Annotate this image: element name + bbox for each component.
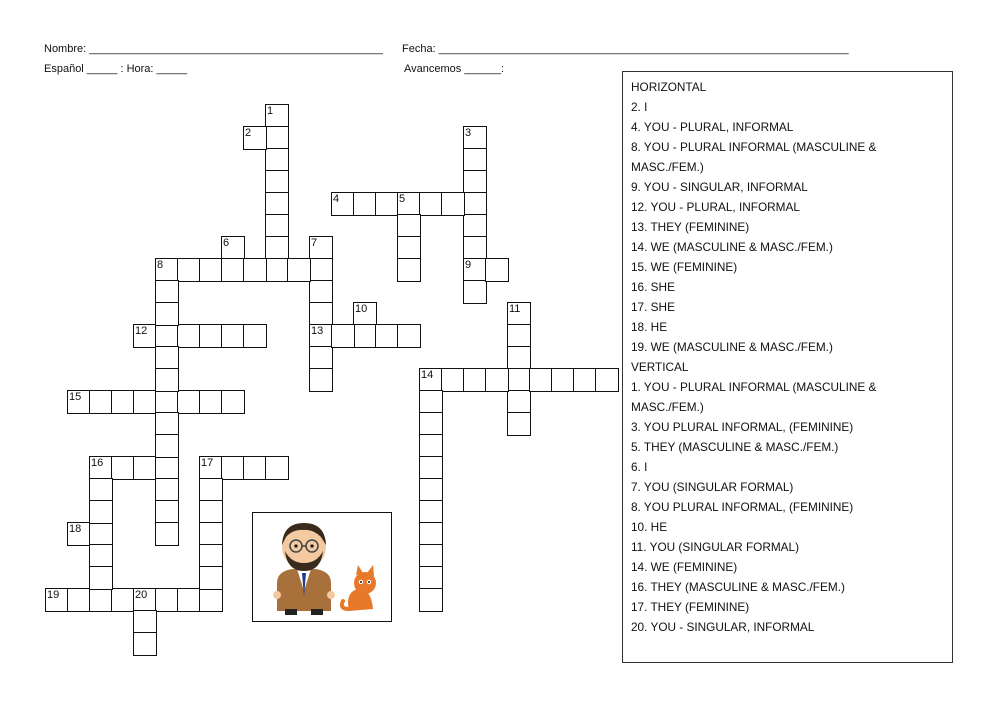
clue-line: 8. YOU PLURAL INFORMAL, (FEMININE): [631, 500, 854, 514]
crossword-cell[interactable]: [111, 390, 135, 414]
crossword-cell[interactable]: [221, 258, 245, 282]
clue-number: 2: [245, 127, 252, 139]
crossword-cell[interactable]: [111, 456, 135, 480]
crossword-cell[interactable]: [155, 412, 179, 436]
clue-number: 9: [465, 259, 472, 271]
clue-line: 5. THEY (MASCULINE & MASC./FEM.): [631, 440, 839, 454]
crossword-cell[interactable]: [89, 500, 113, 524]
crossword-cell[interactable]: [155, 478, 179, 502]
crossword-cell[interactable]: [243, 324, 267, 348]
crossword-cell[interactable]: [155, 346, 179, 370]
clue-number: 6: [223, 237, 230, 249]
crossword-cell[interactable]: [595, 368, 619, 392]
crossword-cell[interactable]: [265, 214, 289, 238]
crossword-cell[interactable]: [265, 236, 289, 260]
crossword-cell[interactable]: [265, 258, 289, 282]
crossword-cell[interactable]: [177, 324, 201, 348]
crossword-cell[interactable]: [199, 522, 223, 546]
illustration-frame: [252, 512, 392, 622]
clue-number: 11: [509, 303, 521, 315]
crossword-cell[interactable]: [309, 346, 333, 370]
clue-number: 20: [135, 589, 148, 601]
class-hour-field-label: Español _____ : Hora: _____: [44, 63, 188, 75]
crossword-cell[interactable]: [177, 258, 201, 282]
crossword-cell[interactable]: [265, 148, 289, 172]
clue-number: 10: [355, 303, 368, 315]
crossword-cell[interactable]: [67, 588, 91, 612]
crossword-cell[interactable]: [221, 390, 245, 414]
crossword-cell[interactable]: [309, 368, 333, 392]
crossword-cell[interactable]: [463, 148, 487, 172]
clue-number: 5: [399, 193, 406, 205]
crossword-cell[interactable]: [155, 280, 179, 304]
crossword-cell[interactable]: [243, 258, 267, 282]
crossword-cell[interactable]: [419, 478, 443, 502]
crossword-cell[interactable]: [419, 192, 443, 216]
clue-line: 17. SHE: [631, 300, 675, 314]
crossword-cell[interactable]: [155, 324, 179, 348]
crossword-cell[interactable]: [419, 566, 443, 590]
clue-line: 20. YOU - SINGULAR, INFORMAL: [631, 620, 815, 634]
crossword-cell[interactable]: [89, 566, 113, 590]
crossword-cell[interactable]: [353, 324, 377, 348]
crossword-cell[interactable]: [89, 390, 113, 414]
clue-number: 8: [157, 259, 164, 271]
clue-line: 17. THEY (FEMININE): [631, 600, 750, 614]
clue-line: 1. YOU - PLURAL INFORMAL (MASCULINE &: [631, 380, 877, 394]
crossword-cell[interactable]: [507, 368, 531, 392]
crossword-cell[interactable]: [265, 126, 289, 150]
crossword-cell[interactable]: [199, 588, 223, 612]
crossword-cell[interactable]: [375, 192, 399, 216]
crossword-cell[interactable]: [419, 434, 443, 458]
crossword-cell[interactable]: [221, 456, 245, 480]
date-field-label: Fecha: ___________________________________________________________________: [402, 43, 849, 55]
crossword-cell[interactable]: [155, 456, 179, 480]
crossword-cell[interactable]: [89, 544, 113, 568]
crossword-cell[interactable]: [463, 214, 487, 238]
clue-line: HORIZONTAL: [631, 80, 707, 94]
crossword-cell[interactable]: [331, 324, 355, 348]
crossword-cell[interactable]: [507, 412, 531, 436]
clue-line: 11. YOU (SINGULAR FORMAL): [631, 540, 800, 554]
clue-number: 16: [91, 457, 104, 469]
crossword-cell[interactable]: [353, 192, 377, 216]
clue-line: 14. WE (FEMININE): [631, 560, 738, 574]
clue-number: 7: [311, 237, 318, 249]
clue-line: 14. WE (MASCULINE & MASC./FEM.): [631, 240, 833, 254]
crossword-cell[interactable]: [463, 192, 487, 216]
crossword-cell[interactable]: [397, 258, 421, 282]
clue-number: 17: [201, 457, 214, 469]
crossword-cell[interactable]: [441, 368, 465, 392]
crossword-cell[interactable]: [419, 522, 443, 546]
avancemos-field-label: Avancemos ______:: [404, 63, 505, 75]
crossword-cell[interactable]: [199, 544, 223, 568]
clue-line: 4. YOU - PLURAL, INFORMAL: [631, 120, 794, 134]
crossword-cell[interactable]: [397, 324, 421, 348]
clue-list: [631, 77, 944, 637]
crossword-cell[interactable]: [507, 390, 531, 414]
clue-line: 12. YOU - PLURAL, INFORMAL: [631, 200, 800, 214]
crossword-cell[interactable]: [111, 588, 135, 612]
clue-line: 6. I: [631, 460, 648, 474]
crossword-cell[interactable]: [199, 390, 223, 414]
crossword-cell[interactable]: [155, 500, 179, 524]
crossword-cell[interactable]: [441, 192, 465, 216]
crossword-cell[interactable]: [397, 214, 421, 238]
clue-number: 12: [135, 325, 148, 337]
crossword-cell[interactable]: [309, 280, 333, 304]
clue-number: 18: [69, 523, 82, 535]
crossword-cell[interactable]: [155, 390, 179, 414]
clue-number: 14: [421, 369, 434, 381]
clues-panel: [622, 71, 953, 663]
clue-line: 10. HE: [631, 520, 668, 534]
clue-number: 19: [47, 589, 60, 601]
crossword-cell[interactable]: [89, 478, 113, 502]
crossword-cell[interactable]: [485, 258, 509, 282]
crossword-cell[interactable]: [155, 588, 179, 612]
clue-line: 3. YOU PLURAL INFORMAL, (FEMININE): [631, 420, 854, 434]
crossword-cell[interactable]: [419, 500, 443, 524]
crossword-cell[interactable]: [419, 456, 443, 480]
crossword-cell[interactable]: [265, 456, 289, 480]
crossword-cell[interactable]: [463, 170, 487, 194]
crossword-cell[interactable]: [309, 258, 333, 282]
crossword-cell[interactable]: [551, 368, 575, 392]
crossword-cell[interactable]: [463, 280, 487, 304]
crossword-cell[interactable]: [529, 368, 553, 392]
clue-number: 3: [465, 127, 472, 139]
clue-line: 19. WE (MASCULINE & MASC./FEM.): [631, 340, 833, 354]
crossword-cell[interactable]: [287, 258, 311, 282]
crossword-cell[interactable]: [177, 390, 201, 414]
crossword-cell[interactable]: [133, 610, 157, 634]
clue-line: 18. HE: [631, 320, 668, 334]
crossword-cell[interactable]: [199, 566, 223, 590]
clue-line: MASC./FEM.): [631, 160, 704, 174]
crossword-cell[interactable]: [573, 368, 597, 392]
clue-number: 4: [333, 193, 340, 205]
crossword-cell[interactable]: [199, 258, 223, 282]
crossword-cell[interactable]: [155, 522, 179, 546]
crossword-cell[interactable]: [221, 324, 245, 348]
clue-number: 13: [311, 325, 324, 337]
clue-number: 1: [267, 105, 274, 117]
crossword-cell[interactable]: [507, 346, 531, 370]
clue-line: 13. THEY (FEMININE): [631, 220, 750, 234]
crossword-cell[interactable]: [419, 588, 443, 612]
orange-cat-cartoon-icon: [342, 565, 376, 611]
clue-line: 7. YOU (SINGULAR FORMAL): [631, 480, 794, 494]
crossword-cell[interactable]: [155, 434, 179, 458]
bearded-man-cartoon-icon: [253, 513, 391, 621]
crossword-cell[interactable]: [419, 390, 443, 414]
crossword-cell[interactable]: [243, 456, 267, 480]
clue-line: 8. YOU - PLURAL INFORMAL (MASCULINE &: [631, 140, 877, 154]
crossword-cell[interactable]: [199, 324, 223, 348]
crossword-cell[interactable]: [89, 522, 113, 546]
crossword-cell[interactable]: [265, 170, 289, 194]
crossword-cell[interactable]: [463, 236, 487, 260]
crossword-cell[interactable]: [199, 478, 223, 502]
crossword-cell[interactable]: [155, 302, 179, 326]
crossword-cell[interactable]: [397, 236, 421, 260]
crossword-cell[interactable]: [177, 588, 201, 612]
crossword-cell[interactable]: [265, 192, 289, 216]
crossword-cell[interactable]: [133, 390, 157, 414]
crossword-cell[interactable]: [463, 368, 487, 392]
name-field-label: Nombre: ________________________________________________: [44, 43, 383, 55]
clue-line: 9. YOU - SINGULAR, INFORMAL: [631, 180, 808, 194]
crossword-cell[interactable]: [507, 324, 531, 348]
clue-line: 16. THEY (MASCULINE & MASC./FEM.): [631, 580, 845, 594]
clue-line: 15. WE (FEMININE): [631, 260, 738, 274]
crossword-cell[interactable]: [199, 500, 223, 524]
crossword-cell[interactable]: [419, 544, 443, 568]
crossword-cell[interactable]: [89, 588, 113, 612]
clue-line: 2. I: [631, 100, 648, 114]
clue-line: MASC./FEM.): [631, 400, 704, 414]
clue-line: VERTICAL: [631, 360, 689, 374]
crossword-cell[interactable]: [485, 368, 509, 392]
clue-number: 15: [69, 391, 82, 403]
crossword-cell[interactable]: [419, 412, 443, 436]
crossword-cell[interactable]: [133, 456, 157, 480]
crossword-cell[interactable]: [133, 632, 157, 656]
crossword-cell[interactable]: [309, 302, 333, 326]
crossword-cell[interactable]: [375, 324, 399, 348]
clue-line: 16. SHE: [631, 280, 675, 294]
crossword-cell[interactable]: [155, 368, 179, 392]
